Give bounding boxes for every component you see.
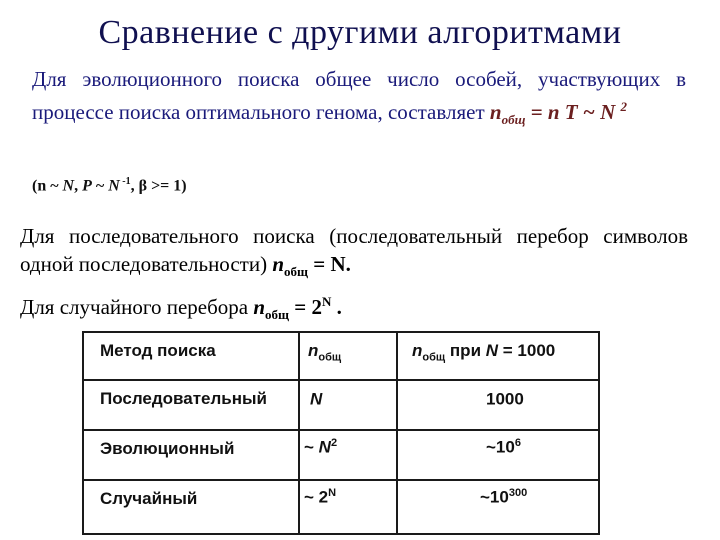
row-value-base: ~10: [480, 487, 509, 507]
evolutionary-n-sub: общ: [501, 112, 526, 128]
condition-tilde: ~: [91, 177, 109, 195]
row-n-var: N: [310, 389, 323, 409]
random-rhs: = 2: [294, 295, 322, 319]
sequential-rhs: = N.: [313, 252, 351, 276]
evolutionary-paragraph: [32, 66, 686, 133]
row-n-var: N: [318, 437, 331, 457]
row-n: [304, 437, 337, 458]
page-title: Сравнение с другими алгоритмами: [98, 14, 622, 51]
sequential-paragraph: [20, 222, 688, 286]
condition-line: [32, 176, 187, 195]
row-n-exp: N: [328, 487, 337, 499]
header-n-at-1000: [412, 341, 555, 363]
evolutionary-n: n: [489, 100, 502, 124]
row-value-exp: 300: [508, 487, 528, 499]
random-exp: N: [322, 294, 332, 309]
header-n2-val: = 1000: [498, 341, 556, 360]
evolutionary-rhs: = n T ~ N: [530, 100, 616, 124]
condition-close: >= 1): [147, 177, 187, 195]
table-divider: [84, 429, 598, 431]
random-tail: .: [331, 295, 342, 319]
row-value: [486, 437, 521, 458]
row-n: [310, 389, 322, 410]
comparison-table: [82, 331, 600, 535]
row-method: Эволюционный: [100, 439, 235, 458]
row-method: Случайный: [100, 489, 198, 508]
evolutionary-text: Для эволюционного поиска общее число особей, участвующих в процессе поиска оптимального генома, составляет: [32, 67, 686, 124]
condition-open: (n ~: [32, 177, 63, 195]
evolutionary-exp: 2: [620, 99, 628, 114]
header-n: [308, 341, 341, 363]
row-value: [486, 389, 524, 410]
sequential-n: n: [272, 252, 284, 276]
condition-beta: β: [138, 177, 148, 195]
header-n2-N: N: [485, 341, 499, 360]
row-n-pre: ~: [304, 437, 319, 457]
random-text: Для случайного перебора: [20, 295, 249, 319]
row-value: [480, 487, 527, 508]
random-n: n: [253, 295, 266, 319]
row-value-exp: 6: [514, 437, 521, 449]
row-value-base: ~10: [486, 437, 515, 457]
header-method: Метод поиска: [100, 341, 216, 360]
row-value-base: 1000: [486, 389, 524, 409]
header-n-sub: общ: [318, 351, 342, 364]
row-n-pre: ~ 2: [304, 487, 329, 507]
condition-sep: ,: [74, 177, 83, 195]
condition-n: N: [62, 177, 75, 195]
table-divider: [84, 479, 598, 481]
random-paragraph: [20, 294, 342, 323]
sequential-text: Для последовательного поиска (последовательный перебор символов одной последовательности): [20, 224, 688, 276]
condition-p: P: [82, 177, 92, 195]
condition-exp: -1: [119, 176, 131, 187]
table-divider: [84, 379, 598, 381]
header-n2-var: n: [412, 341, 423, 360]
row-method: Последовательный: [100, 389, 267, 408]
header-n-var: n: [308, 341, 319, 360]
random-n-sub: общ: [265, 307, 290, 323]
row-n: [304, 487, 336, 508]
row-n-exp: 2: [330, 437, 338, 449]
table-divider: [396, 333, 398, 533]
header-n2-sub: общ: [422, 351, 446, 364]
header-n2-tail: при: [445, 341, 486, 360]
condition-n2: N: [108, 177, 120, 195]
table-divider: [298, 333, 300, 533]
sequential-n-sub: общ: [284, 264, 308, 280]
condition-sep2: ,: [130, 177, 139, 195]
evolutionary-formula: [489, 99, 628, 128]
